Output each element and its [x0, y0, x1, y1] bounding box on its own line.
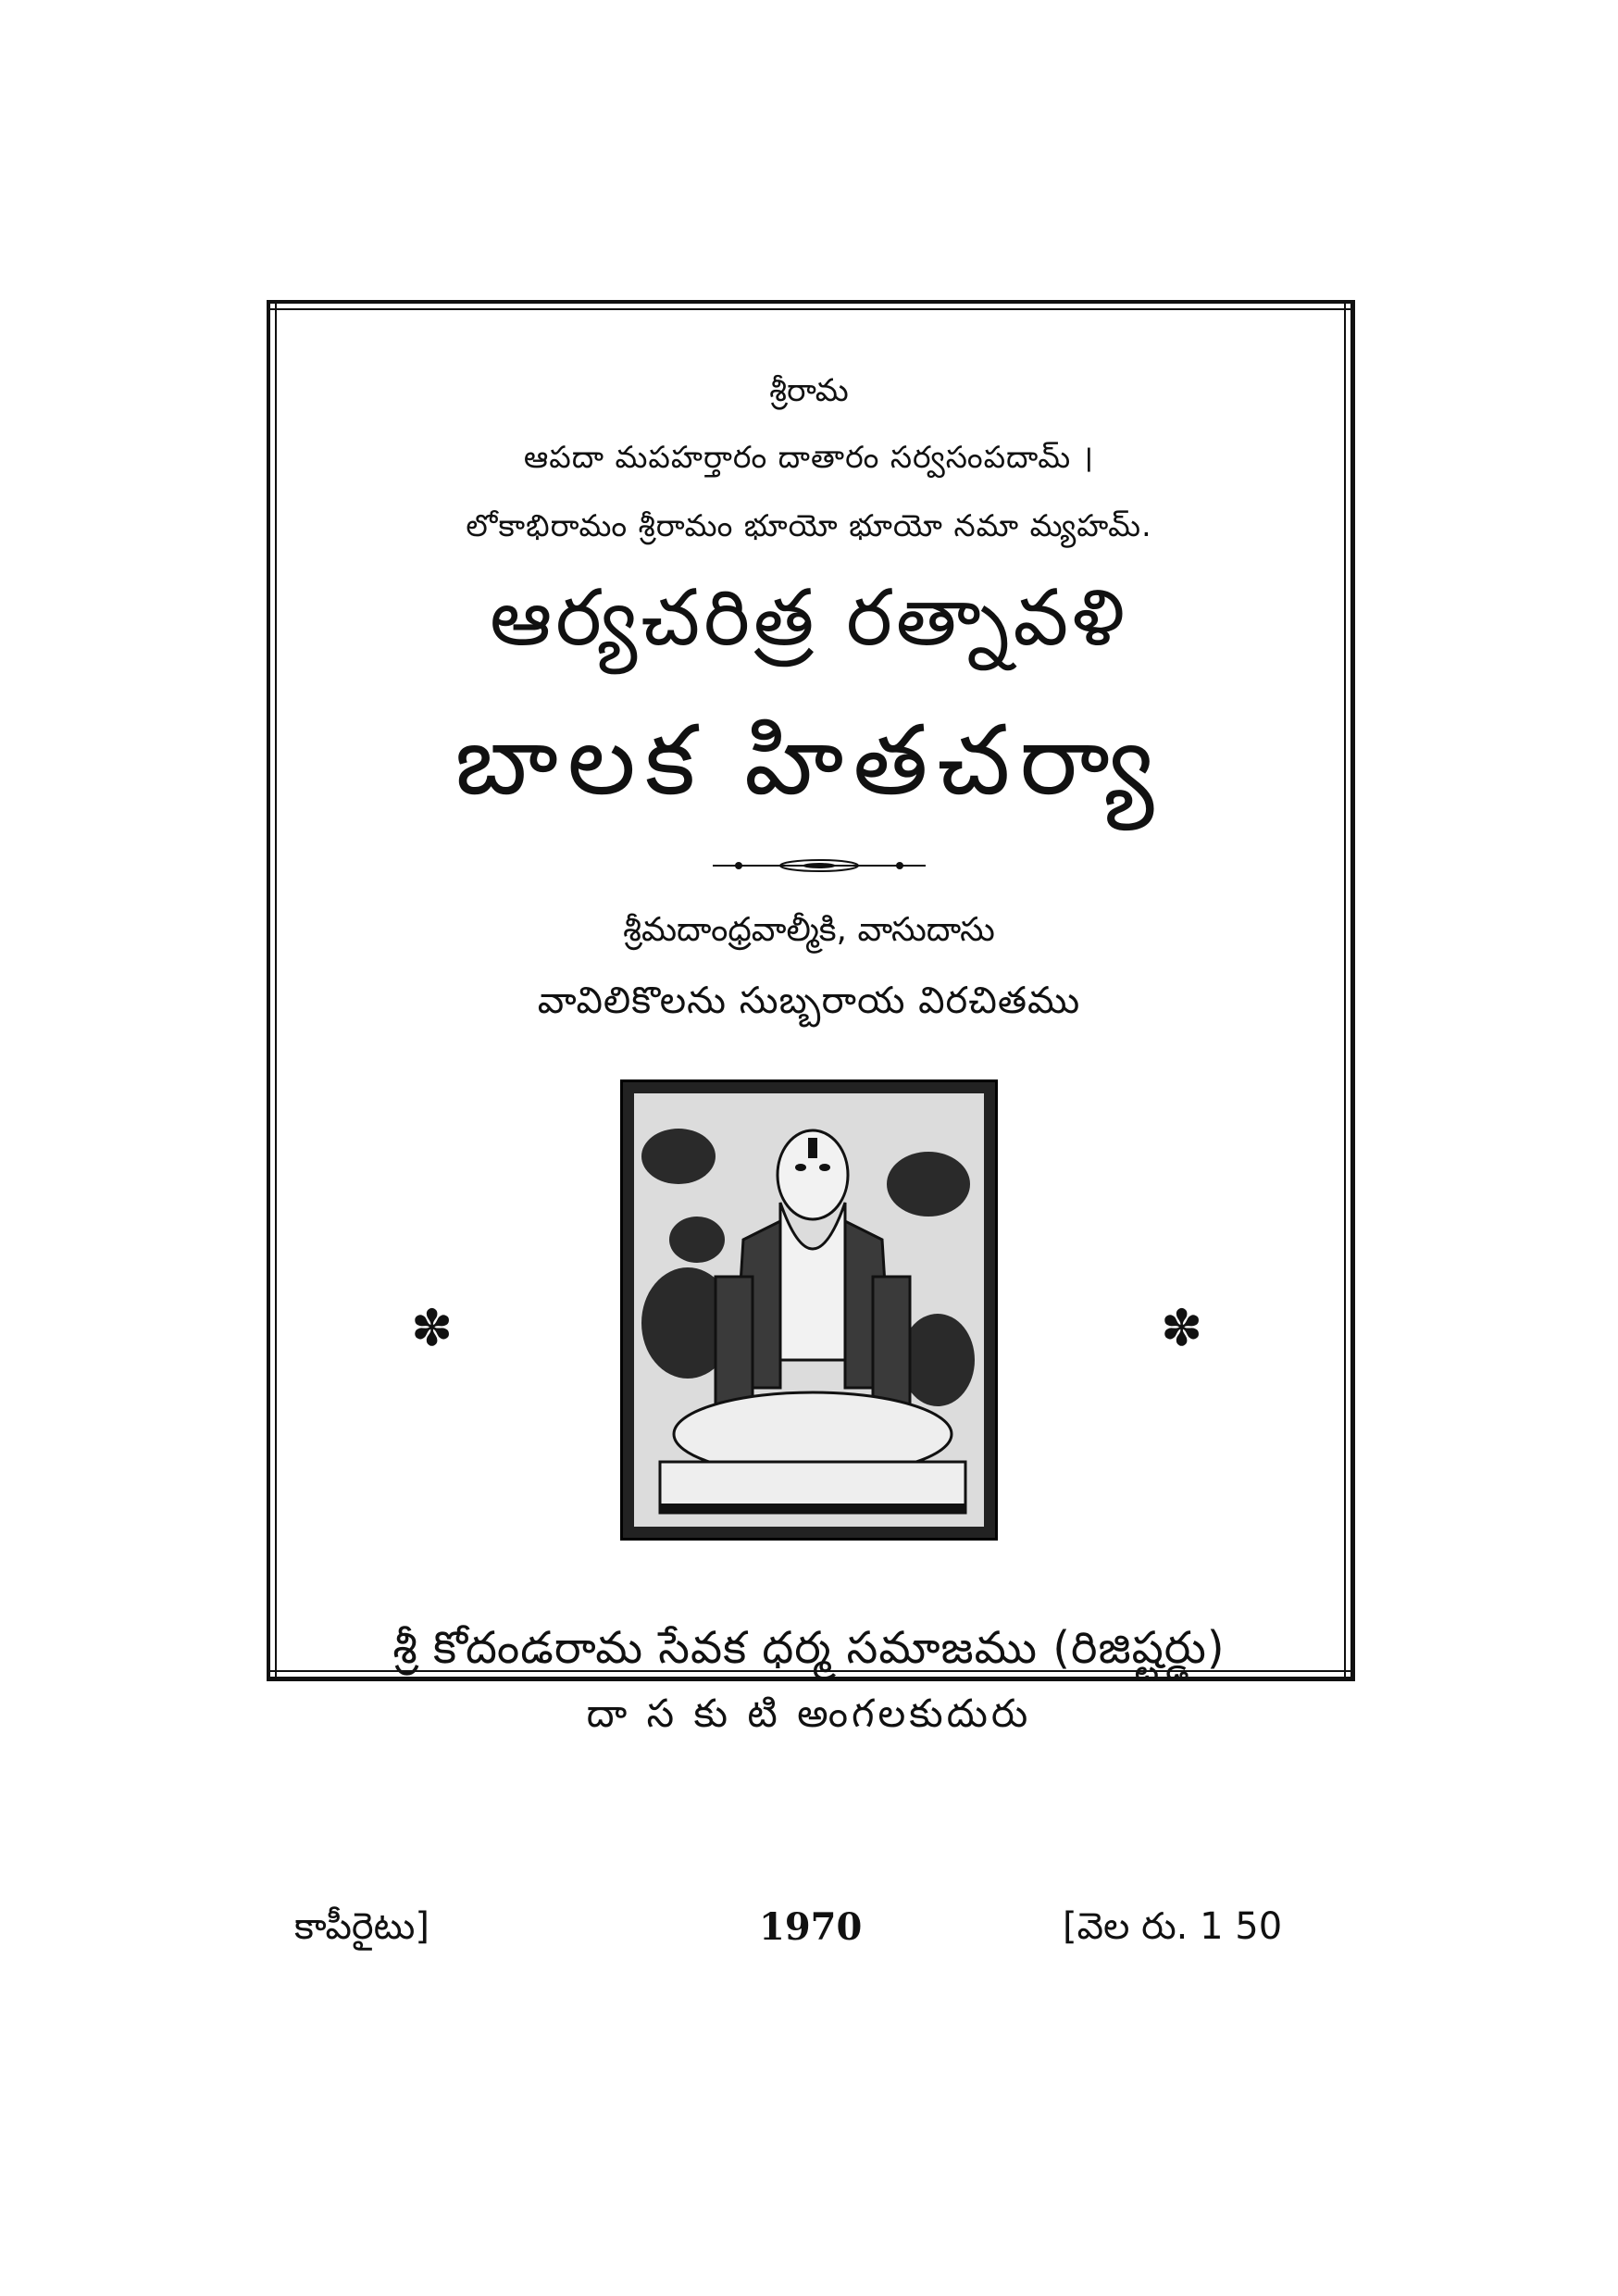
publisher-place: దా స కు టి అంగలకుదురు — [586, 1691, 1032, 1736]
border-top-inner — [267, 308, 1355, 310]
verse-line-1: ఆపదా మపహర్తారం దాతారం సర్వసంపదామ్ । — [523, 439, 1095, 475]
asterisk-flower-icon: ✽ — [1161, 1299, 1203, 1357]
author-line-1: శ్రీమదాంధ్రవాల్మీకి, వాసుదాసు — [623, 911, 995, 949]
copyright-note: కాపీరైటు] — [294, 1905, 429, 1948]
series-title: ఆర్యచరిత్ర రత్నావళి — [490, 572, 1128, 663]
verse-line-2: లోకాభిరామం శ్రీరామం భూయో భూయో నమా మ్యహమ్. — [466, 507, 1152, 543]
book-title: బాలక హితచర్యా — [454, 704, 1164, 817]
publisher-name: శ్రీ కోదండరామ సేవక ధర్మ సమాజము (రిజిష్టర్డు) — [392, 1622, 1226, 1674]
portrait-image — [620, 1079, 998, 1541]
ornamental-rule — [713, 859, 926, 872]
asterisk-flower-icon: ✽ — [411, 1299, 454, 1357]
border-top — [267, 300, 1355, 304]
author-line-2: వావిలికొలను సుబ్బరాయ విరచితము — [537, 980, 1081, 1022]
price-note: [వెల రు. 1 50 — [1063, 1905, 1283, 1948]
invocation: శ్రీరామ — [769, 372, 849, 409]
publication-year: 1970 — [759, 1905, 863, 1949]
